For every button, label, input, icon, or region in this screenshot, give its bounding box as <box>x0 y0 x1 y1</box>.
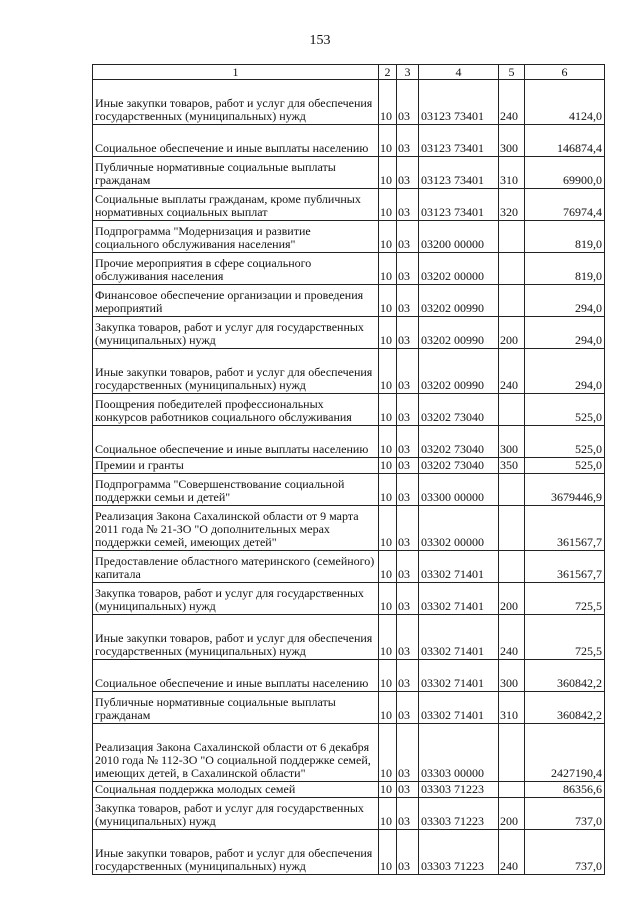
cell-target-article: 03302 71401 <box>419 660 499 692</box>
cell-expense-type <box>499 724 525 782</box>
table-row <box>93 125 605 157</box>
cell-expense-type: 240 <box>499 830 525 875</box>
cell-section: 10 <box>379 317 397 349</box>
budget-table <box>92 64 605 875</box>
cell-target-article: 03202 00990 <box>419 349 499 394</box>
cell-section: 10 <box>379 80 397 125</box>
cell-target-article: 03302 00000 <box>419 506 499 551</box>
cell-subsection: 03 <box>397 724 419 782</box>
cell-subsection: 03 <box>397 349 419 394</box>
table-row <box>93 474 605 506</box>
cell-target-article: 03202 73040 <box>419 426 499 458</box>
cell-section: 10 <box>379 125 397 157</box>
cell-target-article: 03302 71401 <box>419 551 499 583</box>
cell-section: 10 <box>379 615 397 660</box>
cell-subsection: 03 <box>397 394 419 426</box>
table-row <box>93 660 605 692</box>
cell-target-article: 03302 71401 <box>419 692 499 724</box>
cell-amount: 725,5 <box>525 583 605 615</box>
cell-target-article: 03123 73401 <box>419 189 499 221</box>
cell-expense-type: 240 <box>499 349 525 394</box>
table-header-row <box>93 65 605 80</box>
cell-expense-type: 300 <box>499 426 525 458</box>
cell-amount: 294,0 <box>525 285 605 317</box>
table-row <box>93 253 605 285</box>
table-row <box>93 830 605 875</box>
cell-target-article: 03202 00990 <box>419 317 499 349</box>
cell-name: Предоставление областного материнского (семейного) капитала <box>93 551 379 583</box>
cell-target-article: 03300 00000 <box>419 474 499 506</box>
cell-amount: 76974,4 <box>525 189 605 221</box>
header-cell: 4 <box>419 65 499 80</box>
table-row <box>93 615 605 660</box>
cell-section: 10 <box>379 506 397 551</box>
cell-name: Социальное обеспечение и иные выплаты населению <box>93 426 379 458</box>
cell-amount: 360842,2 <box>525 692 605 724</box>
cell-amount: 294,0 <box>525 317 605 349</box>
cell-subsection: 03 <box>397 189 419 221</box>
cell-target-article: 03303 71223 <box>419 798 499 830</box>
header-cell: 6 <box>525 65 605 80</box>
cell-subsection: 03 <box>397 798 419 830</box>
cell-subsection: 03 <box>397 660 419 692</box>
cell-section: 10 <box>379 830 397 875</box>
cell-target-article: 03303 71223 <box>419 782 499 798</box>
cell-expense-type <box>499 551 525 583</box>
cell-subsection: 03 <box>397 317 419 349</box>
cell-section: 10 <box>379 474 397 506</box>
cell-amount: 360842,2 <box>525 660 605 692</box>
cell-section: 10 <box>379 349 397 394</box>
cell-name: Реализация Закона Сахалинской области от 6 декабря 2010 года № 112-ЗО "О социальной поддержке семей, имеющих детей, в Сахалинской области" <box>93 724 379 782</box>
cell-section: 10 <box>379 189 397 221</box>
cell-name: Закупка товаров, работ и услуг для государственных (муниципальных) нужд <box>93 583 379 615</box>
cell-amount: 525,0 <box>525 458 605 474</box>
cell-section: 10 <box>379 285 397 317</box>
cell-expense-type: 300 <box>499 660 525 692</box>
cell-target-article: 03200 00000 <box>419 221 499 253</box>
cell-amount: 3679446,9 <box>525 474 605 506</box>
cell-subsection: 03 <box>397 615 419 660</box>
cell-amount: 819,0 <box>525 221 605 253</box>
page-number: 153 <box>309 33 331 48</box>
cell-section: 10 <box>379 551 397 583</box>
cell-name: Подпрограмма "Совершенствование социальной поддержки семьи и детей" <box>93 474 379 506</box>
cell-expense-type: 200 <box>499 798 525 830</box>
cell-subsection: 03 <box>397 692 419 724</box>
cell-target-article: 03202 73040 <box>419 458 499 474</box>
cell-amount: 819,0 <box>525 253 605 285</box>
cell-subsection: 03 <box>397 80 419 125</box>
cell-expense-type: 200 <box>499 317 525 349</box>
cell-target-article: 03202 00000 <box>419 253 499 285</box>
table-row <box>93 692 605 724</box>
cell-name: Социальное обеспечение и иные выплаты населению <box>93 660 379 692</box>
cell-expense-type: 310 <box>499 157 525 189</box>
table-row <box>93 394 605 426</box>
cell-name: Публичные нормативные социальные выплаты гражданам <box>93 157 379 189</box>
header-cell: 5 <box>499 65 525 80</box>
cell-subsection: 03 <box>397 285 419 317</box>
cell-amount: 294,0 <box>525 349 605 394</box>
table-row <box>93 349 605 394</box>
cell-section: 10 <box>379 253 397 285</box>
cell-name: Прочие мероприятия в сфере социального обслуживания населения <box>93 253 379 285</box>
cell-subsection: 03 <box>397 458 419 474</box>
cell-section: 10 <box>379 660 397 692</box>
cell-expense-type: 240 <box>499 80 525 125</box>
cell-amount: 69900,0 <box>525 157 605 189</box>
cell-name: Социальное обеспечение и иные выплаты населению <box>93 125 379 157</box>
cell-amount: 725,5 <box>525 615 605 660</box>
cell-name: Поощрения победителей профессиональных конкурсов работников социального обслуживания <box>93 394 379 426</box>
table-row <box>93 782 605 798</box>
cell-target-article: 03202 00990 <box>419 285 499 317</box>
cell-subsection: 03 <box>397 583 419 615</box>
cell-section: 10 <box>379 221 397 253</box>
cell-target-article: 03302 71401 <box>419 583 499 615</box>
cell-target-article: 03123 73401 <box>419 80 499 125</box>
cell-subsection: 03 <box>397 506 419 551</box>
table-row <box>93 221 605 253</box>
cell-expense-type: 300 <box>499 125 525 157</box>
cell-expense-type: 240 <box>499 615 525 660</box>
cell-name: Финансовое обеспечение организации и проведения мероприятий <box>93 285 379 317</box>
cell-section: 10 <box>379 394 397 426</box>
header-cell: 2 <box>379 65 397 80</box>
cell-section: 10 <box>379 724 397 782</box>
cell-subsection: 03 <box>397 157 419 189</box>
cell-amount: 146874,4 <box>525 125 605 157</box>
table-row <box>93 798 605 830</box>
cell-section: 10 <box>379 426 397 458</box>
cell-name: Иные закупки товаров, работ и услуг для обеспечения государственных (муниципальных) нужд <box>93 615 379 660</box>
cell-name: Публичные нормативные социальные выплаты гражданам <box>93 692 379 724</box>
cell-amount: 361567,7 <box>525 551 605 583</box>
cell-section: 10 <box>379 583 397 615</box>
cell-amount: 2427190,4 <box>525 724 605 782</box>
cell-amount: 525,0 <box>525 394 605 426</box>
cell-subsection: 03 <box>397 253 419 285</box>
table-row <box>93 157 605 189</box>
cell-expense-type: 310 <box>499 692 525 724</box>
cell-name: Закупка товаров, работ и услуг для государственных (муниципальных) нужд <box>93 317 379 349</box>
cell-expense-type <box>499 782 525 798</box>
table-row <box>93 426 605 458</box>
header-cell: 3 <box>397 65 419 80</box>
cell-expense-type: 320 <box>499 189 525 221</box>
cell-expense-type <box>499 253 525 285</box>
cell-subsection: 03 <box>397 221 419 253</box>
cell-section: 10 <box>379 798 397 830</box>
cell-subsection: 03 <box>397 551 419 583</box>
table-row <box>93 551 605 583</box>
cell-name: Подпрограмма "Модернизация и развитие социального обслуживания населения" <box>93 221 379 253</box>
table-row <box>93 285 605 317</box>
cell-name: Социальные выплаты гражданам, кроме публичных нормативных социальных выплат <box>93 189 379 221</box>
cell-section: 10 <box>379 458 397 474</box>
cell-expense-type <box>499 221 525 253</box>
cell-name: Социальная поддержка молодых семей <box>93 782 379 798</box>
cell-name: Иные закупки товаров, работ и услуг для обеспечения государственных (муниципальных) нужд <box>93 830 379 875</box>
cell-subsection: 03 <box>397 830 419 875</box>
cell-expense-type: 350 <box>499 458 525 474</box>
cell-amount: 737,0 <box>525 798 605 830</box>
cell-expense-type: 200 <box>499 583 525 615</box>
cell-name: Закупка товаров, работ и услуг для государственных (муниципальных) нужд <box>93 798 379 830</box>
cell-name: Иные закупки товаров, работ и услуг для обеспечения государственных (муниципальных) нужд <box>93 349 379 394</box>
cell-subsection: 03 <box>397 474 419 506</box>
cell-target-article: 03123 73401 <box>419 157 499 189</box>
cell-target-article: 03302 71401 <box>419 615 499 660</box>
cell-name: Реализация Закона Сахалинской области от 9 марта 2011 года № 21-ЗО "О дополнительных мерах поддержки семей, имеющих детей" <box>93 506 379 551</box>
cell-section: 10 <box>379 782 397 798</box>
table-row <box>93 724 605 782</box>
table-row <box>93 583 605 615</box>
cell-target-article: 03303 00000 <box>419 724 499 782</box>
cell-expense-type <box>499 506 525 551</box>
cell-name: Премии и гранты <box>93 458 379 474</box>
header-cell: 1 <box>93 65 379 80</box>
cell-target-article: 03303 71223 <box>419 830 499 875</box>
cell-amount: 737,0 <box>525 830 605 875</box>
table-row <box>93 458 605 474</box>
cell-amount: 525,0 <box>525 426 605 458</box>
table-row <box>93 80 605 125</box>
cell-name: Иные закупки товаров, работ и услуг для обеспечения государственных (муниципальных) нужд <box>93 80 379 125</box>
cell-expense-type <box>499 394 525 426</box>
cell-amount: 86356,6 <box>525 782 605 798</box>
cell-amount: 361567,7 <box>525 506 605 551</box>
cell-expense-type <box>499 285 525 317</box>
table-row <box>93 506 605 551</box>
cell-subsection: 03 <box>397 125 419 157</box>
cell-amount: 4124,0 <box>525 80 605 125</box>
cell-section: 10 <box>379 692 397 724</box>
table-row <box>93 317 605 349</box>
cell-subsection: 03 <box>397 782 419 798</box>
cell-target-article: 03202 73040 <box>419 394 499 426</box>
cell-target-article: 03123 73401 <box>419 125 499 157</box>
cell-section: 10 <box>379 157 397 189</box>
cell-subsection: 03 <box>397 426 419 458</box>
cell-expense-type <box>499 474 525 506</box>
table-row <box>93 189 605 221</box>
